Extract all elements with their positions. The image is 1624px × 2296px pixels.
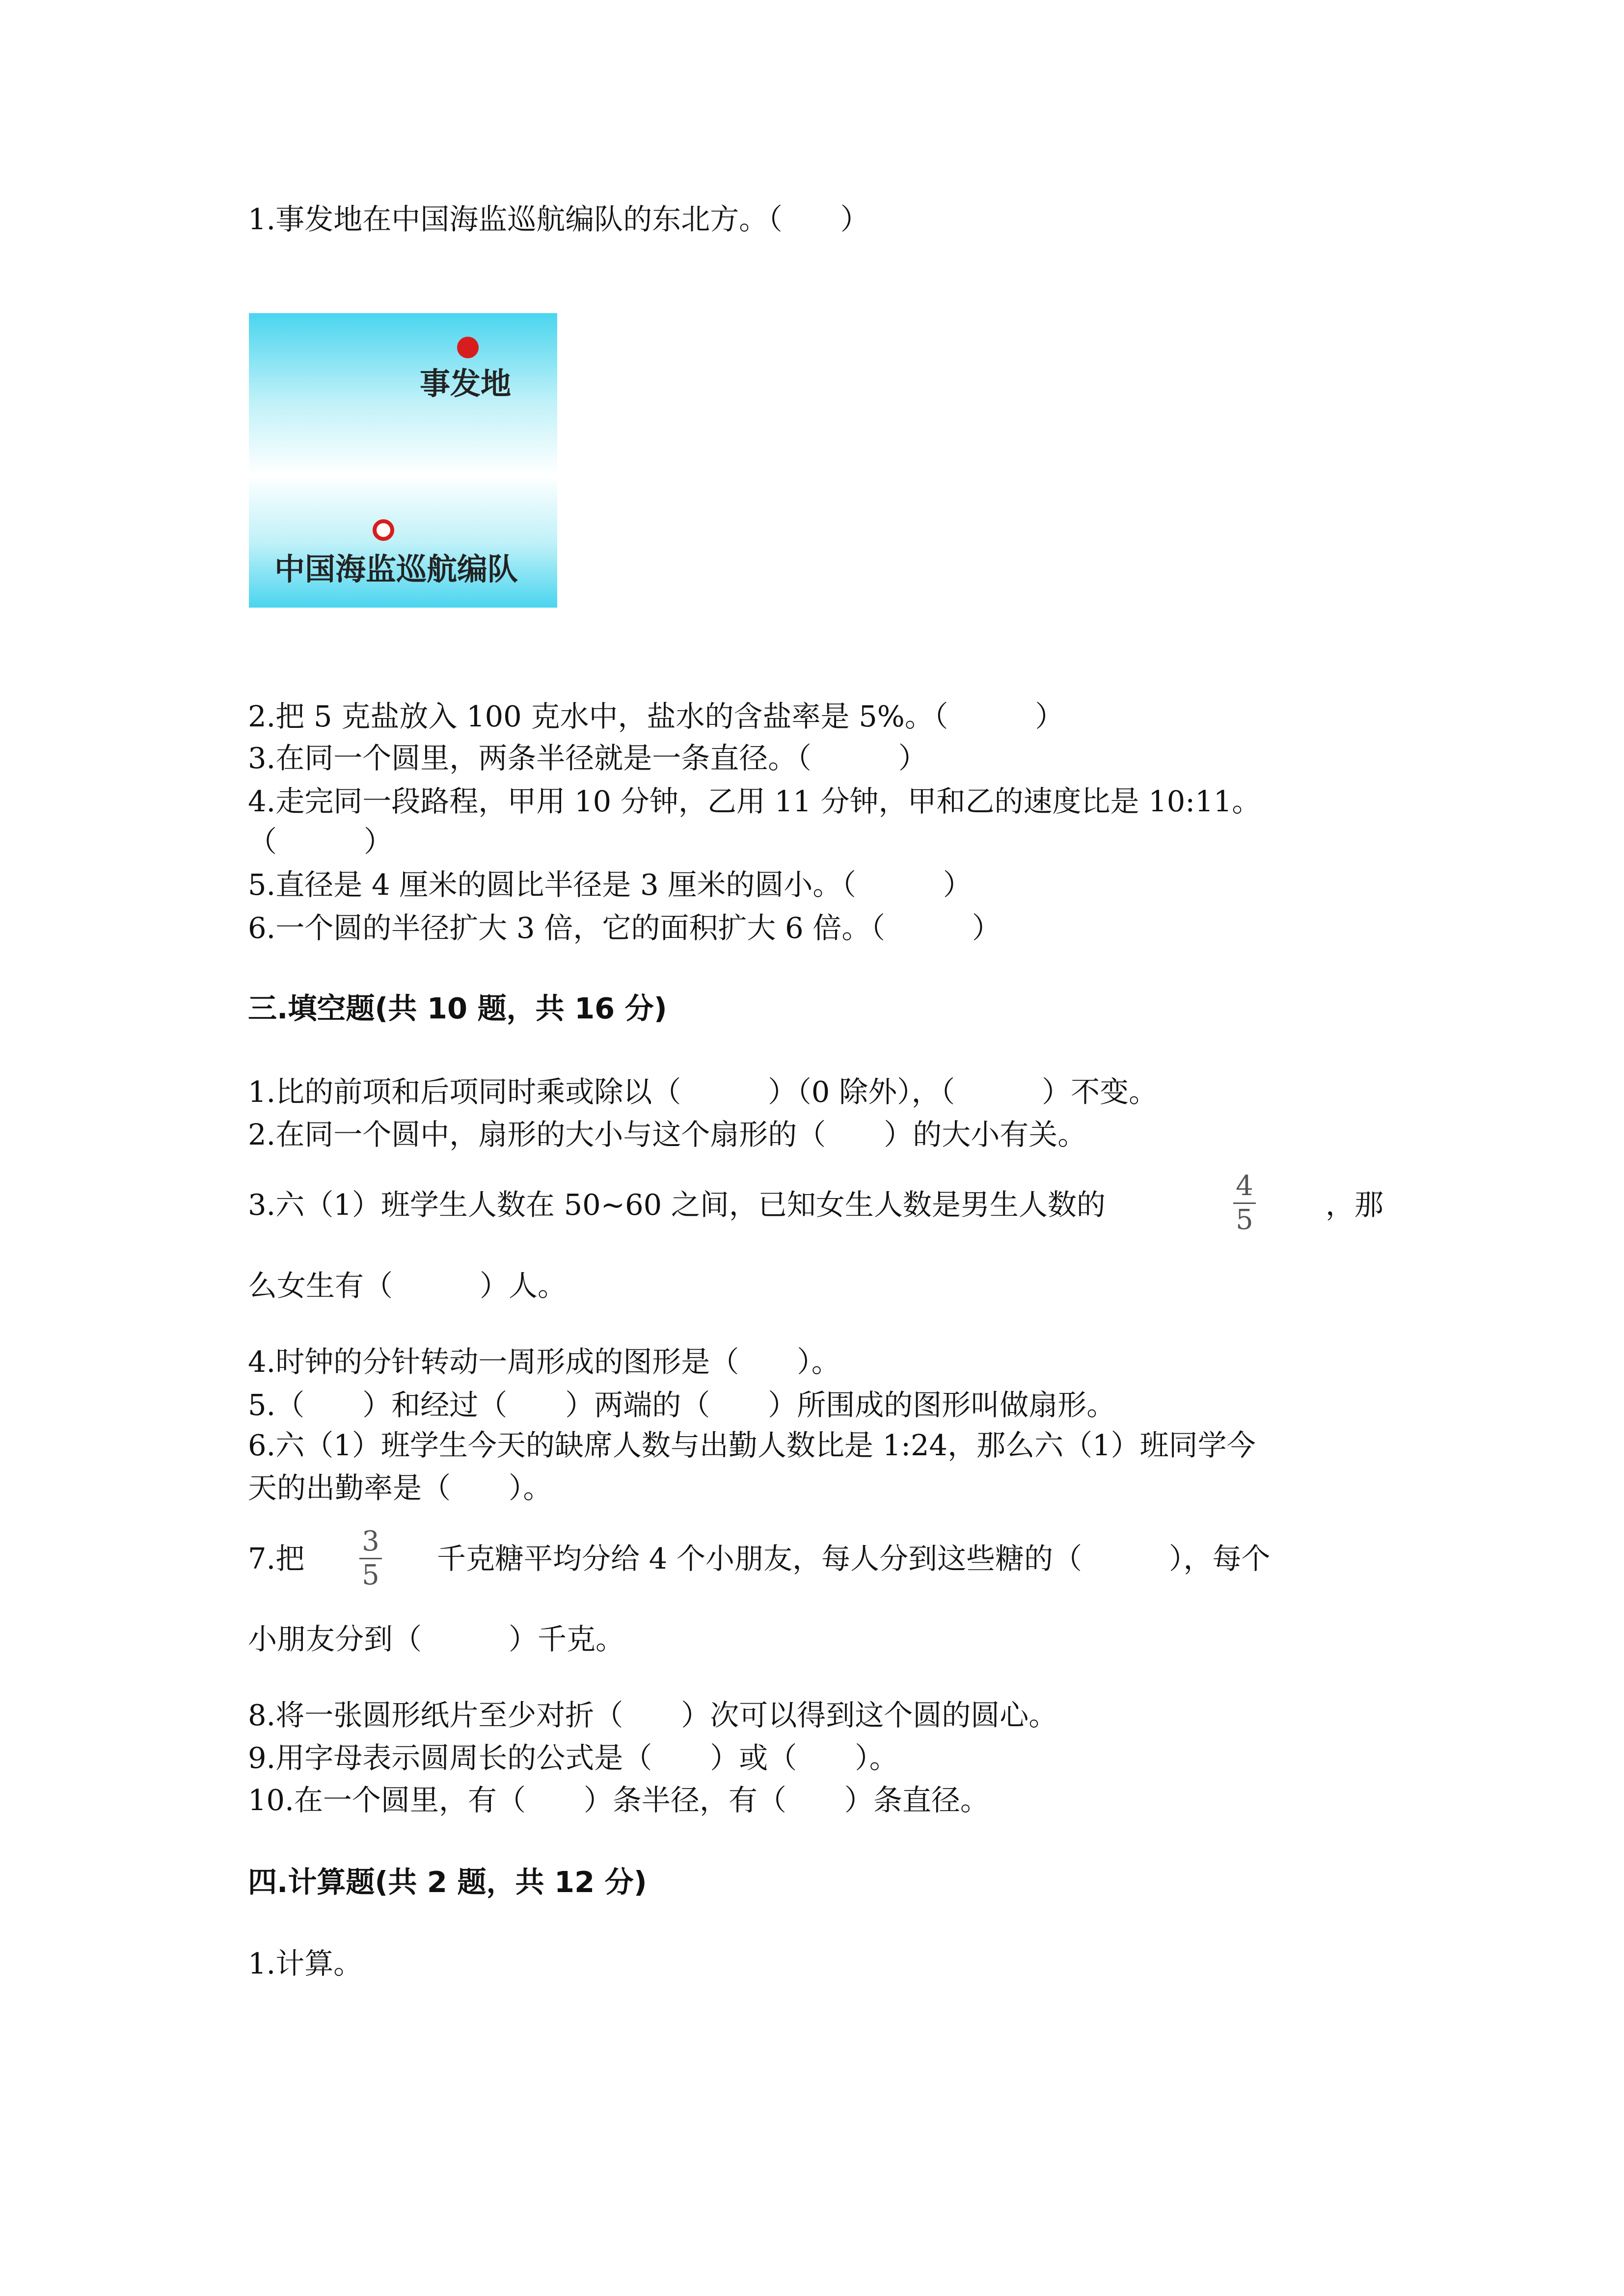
fill-q3-text: 3.六（1）班学生人数在 50~60 之间，已知女生人数是男生人数的 (248, 1188, 1106, 1222)
fill-q6-line1: 6.六（1）班学生今天的缺席人数与出勤人数比是 1:24，那么六（1）班同学今 (248, 1428, 1256, 1462)
judgement-q3: 3.在同一个圆里，两条半径就是一条直径。（ ） (248, 741, 927, 775)
fraction-denominator: 5 (362, 1559, 379, 1591)
fill-q5: 5.（ ）和经过（ ）两端的（ ）所围成的图形叫做扇形。 (248, 1388, 1116, 1422)
judgement-q2: 2.把 5 克盐放入 100 克水中，盐水的含盐率是 5%。（ ） (248, 699, 1064, 733)
incident-marker-icon (457, 337, 479, 358)
fill-q10: 10.在一个圆里，有（ ）条半径，有（ ）条直径。 (248, 1783, 989, 1817)
fleet-marker-icon (373, 519, 394, 541)
fill-q3-continued: 么女生有（ ）人。 (248, 1269, 567, 1303)
calc-section-heading: 四.计算题(共 2 题，共 12 分) (248, 1865, 647, 1899)
fill-q7-text: 千克糖平均分给 4 个小朋友，每人分到这些糖的（ ），每个 (437, 1542, 1271, 1575)
fill-section-heading: 三.填空题(共 10 题，共 16 分) (248, 991, 667, 1025)
judgement-q4: 4.走完同一段路程，甲用 10 分钟，乙用 11 分钟，甲和乙的速度比是 10:11。 (248, 784, 1261, 818)
fill-q3-tail: ，那 (1326, 1188, 1384, 1222)
fill-q4: 4.时钟的分针转动一周形成的图形是（ ）。 (248, 1345, 840, 1379)
fraction-numerator: 3 (362, 1525, 379, 1557)
fleet-label: 中国海监巡航编队 (274, 551, 518, 587)
fill-q2: 2.在同一个圆中，扇形的大小与这个扇形的（ ）的大小有关。 (248, 1118, 1087, 1151)
fill-q8: 8.将一张圆形纸片至少对折（ ）次可以得到这个圆的圆心。 (248, 1698, 1058, 1732)
direction-map-figure (249, 313, 557, 608)
fill-q7-continued: 小朋友分到（ ）千克。 (248, 1622, 625, 1656)
fraction-denominator: 5 (1236, 1204, 1253, 1236)
fill-q3-fraction (1233, 1172, 1256, 1234)
fill-q7-prefix: 7.把 (248, 1542, 305, 1575)
judgement-q1: 1.事发地在中国海监巡航编队的东北方。（ ） (248, 202, 869, 236)
fill-q7-fraction (359, 1527, 382, 1590)
incident-label: 事发地 (420, 366, 512, 401)
fill-q9: 9.用字母表示圆周长的公式是（ ）或（ ）。 (248, 1741, 898, 1775)
judgement-q4-paren: （ ） (248, 825, 393, 858)
fraction-numerator: 4 (1236, 1170, 1253, 1202)
fill-q6-line2: 天的出勤率是（ ）。 (248, 1471, 552, 1505)
judgement-q5: 5.直径是 4 厘米的圆比半径是 3 厘米的圆小。（ ） (248, 868, 972, 902)
calc-q1: 1.计算。 (248, 1947, 363, 1980)
fill-q1: 1.比的前项和后项同时乘或除以（ ）（0 除外），（ ）不变。 (248, 1075, 1158, 1109)
judgement-q6: 6.一个圆的半径扩大 3 倍，它的面积扩大 6 倍。（ ） (248, 911, 1001, 945)
